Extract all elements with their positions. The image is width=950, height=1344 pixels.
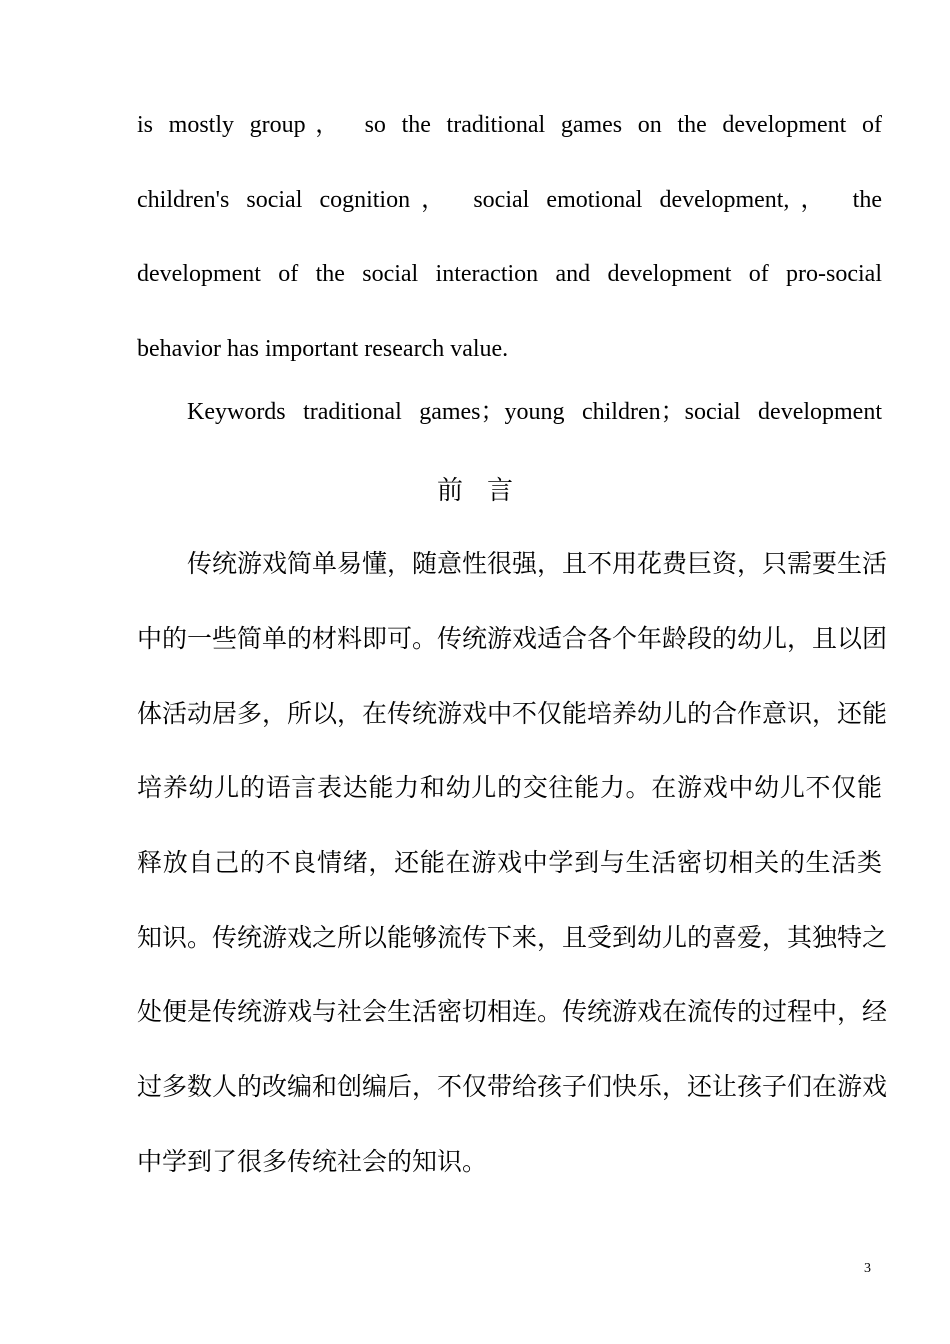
preface-line-8: 过多数人的改编和创编后，不仅带给孩子们快乐，还让孩子们在游戏 xyxy=(137,1072,888,1101)
preface-line-5: 释放自己的不良情绪，还能在游戏中学到与生活密切相关的生活类 xyxy=(137,848,882,877)
preface-line-7: 处便是传统游戏与社会生活密切相连。传统游戏在流传的过程中，经 xyxy=(137,997,888,1026)
preface-line-2: 中的一些简单的材料即可。传统游戏适合各个年龄段的幼儿，且以团 xyxy=(137,624,888,653)
preface-line-6: 知识。传统游戏之所以能够流传下来，且受到幼儿的喜爱，其独特之 xyxy=(137,923,888,952)
preface-line-9: 中学到了很多传统社会的知识。 xyxy=(137,1147,488,1176)
abstract-line-4: behavior has important research value. xyxy=(137,336,509,362)
preface-line-3: 体活动居多，所以，在传统游戏中不仅能培养幼儿的合作意识，还能 xyxy=(137,699,888,728)
preface-heading: 前言 xyxy=(436,476,537,506)
page-number: 3 xyxy=(864,1261,871,1276)
keywords-line: Keywords traditional games；young children；social development xyxy=(187,399,882,425)
preface-line-1: 传统游戏简单易懂，随意性很强，且不用花费巨资，只需要生活 xyxy=(187,549,888,578)
preface-line-4: 培养幼儿的语言表达能力和幼儿的交往能力。在游戏中幼儿不仅能 xyxy=(137,773,882,802)
abstract-line-2: children's social cognition， social emotional development,， the xyxy=(137,187,882,213)
abstract-line-1: is mostly group， so the traditional games on the development of xyxy=(137,112,882,138)
abstract-line-3: development of the social interaction and development of pro-social xyxy=(137,261,882,287)
